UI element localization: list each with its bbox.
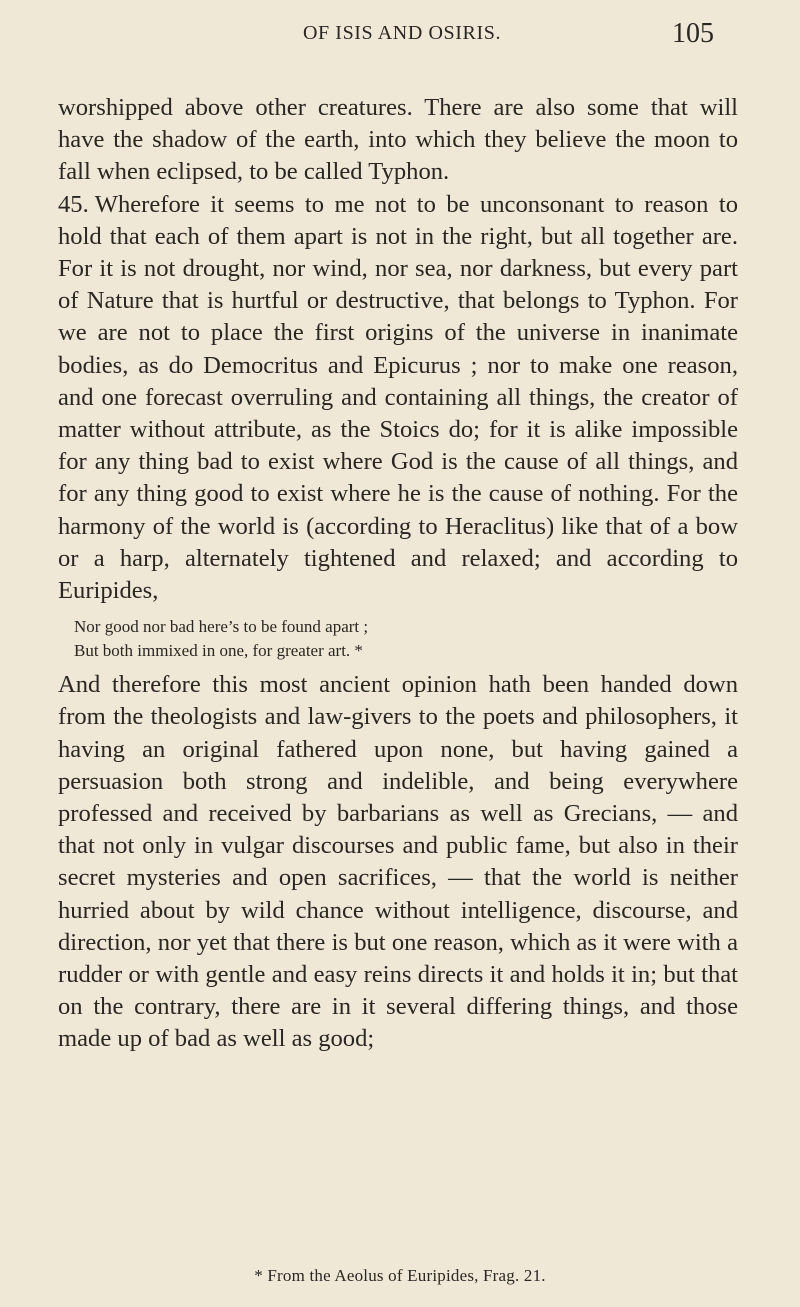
footnote: * From the Aeolus of Euripides, Frag. 21.: [254, 1266, 546, 1285]
running-title: OF ISIS AND OSIRIS.: [302, 22, 502, 44]
paragraph-45: [58, 189, 738, 608]
verse-line: Nor good nor bad here’s to be found apart ;: [74, 617, 369, 637]
body-text: [58, 92, 738, 1056]
verse-quotation: [74, 615, 738, 663]
paragraph-continued: [58, 92, 738, 189]
running-head: [90, 18, 714, 48]
paragraph-text: worshipped above other creatures. There are also some that will have the shadow of the earth, into which they believe the moon to fall when eclipsed, to be called Typhon.: [58, 94, 738, 186]
paragraph-text: Wherefore it seems to me not to be unconsonant to reason to hold that each of them apart is not in the right, but all together are. For it is not drought, nor wind, nor sea, nor darkness, but every part of Nature that is hurtful or destructive, that belongs to Typhon. For we are not to place the first origins of the universe in inanimate bodies, as do Democritus and Epicurus ; nor to make one reason, and one forecast overruling and containing all things, the creator of matter without attribute, as the Stoics do; for it is alike impossible for any thing bad to exist where God is the cause of all things, and for any thing good to exist where he is the cause of nothing. For the harmony of the world is (according to Heraclitus) like that of a bow or a harp, alternately tightened and relaxed; and according to Euripides,: [58, 190, 738, 605]
page-number: 105: [672, 18, 714, 49]
section-number: 45.: [58, 190, 89, 218]
paragraph-text: And therefore this most ancient opinion hath been handed down from the theologists and law-givers to the poets and philosophers, it having an original fathered upon none, but having gained a persuasion both strong and indelible, and being everywhere professed and received by barbarians as well as Grecians, — and that not only in vulgar discourses and public fame, but also in their secret mysteries and open sacrifices, — that the world is neither hurried about by wild chance without intelligence, discourse, and direction, nor yet that there is but one reason, which as it were with a rudder or with gentle and easy reins directs it and holds it in; but that on the contrary, there are in it several differing things, and those made up of bad as well as good;: [58, 671, 738, 1053]
paragraph-continuation: [58, 669, 738, 1055]
verse-line: But both immixed in one, for greater art. *: [74, 641, 363, 661]
